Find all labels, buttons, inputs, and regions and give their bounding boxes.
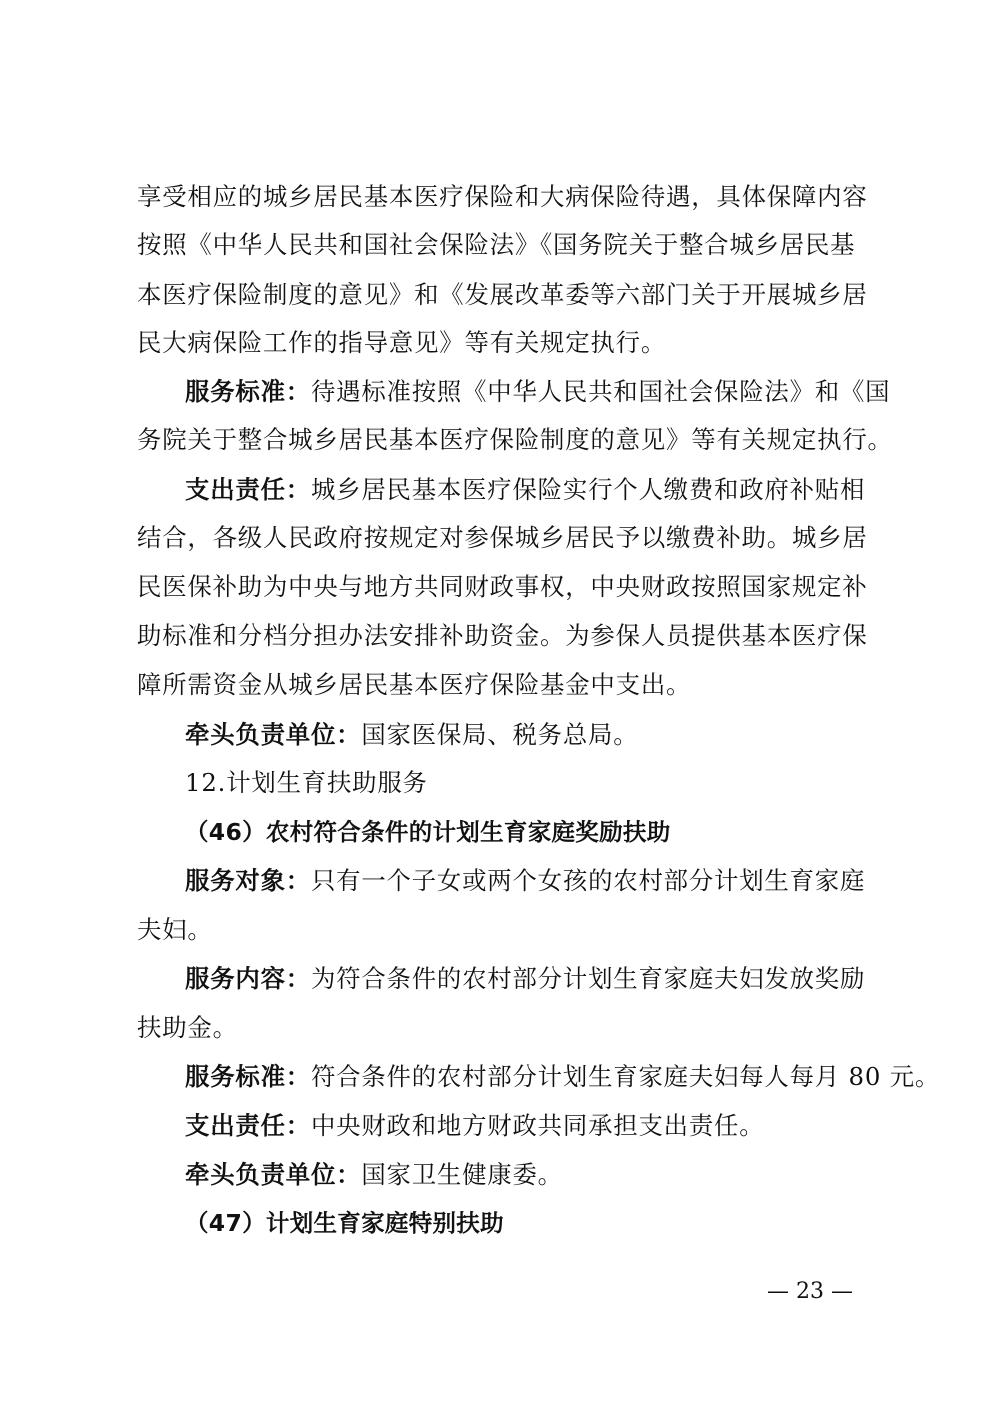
- text: 国家医保局、税务总局。: [361, 720, 639, 749]
- service-standard-line: [185, 1053, 941, 1101]
- text: 城乡居民基本医疗保险实行个人缴费和政府补贴相: [310, 475, 866, 504]
- text: 本医疗保险制度的意见》和《发展改革委等六部门关于开展城乡居: [137, 280, 868, 309]
- subsection-heading-47: [185, 1199, 859, 1247]
- lead-unit-line: [185, 711, 859, 759]
- section-heading-12: [185, 759, 859, 807]
- service-standard-label: 服务标准：: [185, 1062, 311, 1091]
- text: 12.计划生育扶助服务: [185, 768, 428, 797]
- text: 助标准和分档分担办法安排补助资金。为参保人员提供基本医疗保: [137, 621, 868, 650]
- expense-responsibility-label: 支出责任：: [185, 1111, 311, 1140]
- body-line: [137, 661, 859, 709]
- text: 民医保补助为中央与地方共同财政事权，中央财政按照国家规定补: [137, 572, 868, 601]
- text: 民大病保险工作的指导意见》等有关规定执行。: [137, 328, 667, 357]
- body-line: [137, 416, 893, 464]
- text: 待遇标准按照《中华人民共和国社会保险法》和《国: [310, 377, 891, 406]
- text: 符合条件的农村部分计划生育家庭夫妇每人每月 80 元。: [310, 1062, 941, 1091]
- text: 为符合条件的农村部分计划生育家庭夫妇发放奖励: [310, 964, 866, 993]
- body-line: [137, 612, 868, 660]
- page-number: — 23 —: [767, 1279, 853, 1304]
- body-line: [137, 173, 868, 221]
- body-line: [137, 271, 868, 319]
- service-standard-label: 服务标准：: [185, 377, 311, 406]
- text: 障所需资金从城乡居民基本医疗保险基金中支出。: [137, 670, 692, 699]
- expense-responsibility-label: 支出责任：: [185, 475, 311, 504]
- text: 扶助金。: [137, 1013, 238, 1042]
- service-target-label: 服务对象：: [185, 866, 311, 895]
- text: （47）计划生育家庭特别扶助: [185, 1209, 504, 1237]
- lead-unit-label: 牵头负责单位：: [185, 720, 362, 749]
- service-target-line: [185, 857, 866, 905]
- lead-unit-label: 牵头负责单位：: [185, 1160, 362, 1189]
- text: 夫妇。: [137, 915, 213, 944]
- text: （46）农村符合条件的计划生育家庭奖励扶助: [185, 818, 671, 846]
- text: 结合，各级人民政府按规定对参保城乡居民予以缴费补助。城乡居: [137, 523, 868, 552]
- text: 务院关于整合城乡居民基本医疗保险制度的意见》等有关规定执行。: [137, 425, 893, 454]
- body-line: [137, 563, 868, 611]
- service-standard-line: [185, 368, 891, 416]
- text: 享受相应的城乡居民基本医疗保险和大病保险待遇，具体保障内容: [137, 182, 868, 211]
- text: 按照《中华人民共和国社会保险法》《国务院关于整合城乡居民基: [137, 230, 856, 259]
- expense-responsibility-line: [185, 466, 866, 514]
- service-content-line: [185, 955, 866, 1003]
- text: 只有一个子女或两个女孩的农村部分计划生育家庭: [310, 866, 866, 895]
- body-line: [137, 1004, 859, 1052]
- lead-unit-line: [185, 1151, 859, 1199]
- body-line: [137, 514, 868, 562]
- service-content-label: 服务内容：: [185, 964, 311, 993]
- body-line: [137, 319, 859, 367]
- body-line: [137, 906, 859, 954]
- text: 中央财政和地方财政共同承担支出责任。: [310, 1111, 765, 1140]
- body-line: [137, 221, 859, 269]
- text: 国家卫生健康委。: [361, 1160, 563, 1189]
- expense-responsibility-line: [185, 1102, 859, 1150]
- subsection-heading-46: [185, 808, 859, 856]
